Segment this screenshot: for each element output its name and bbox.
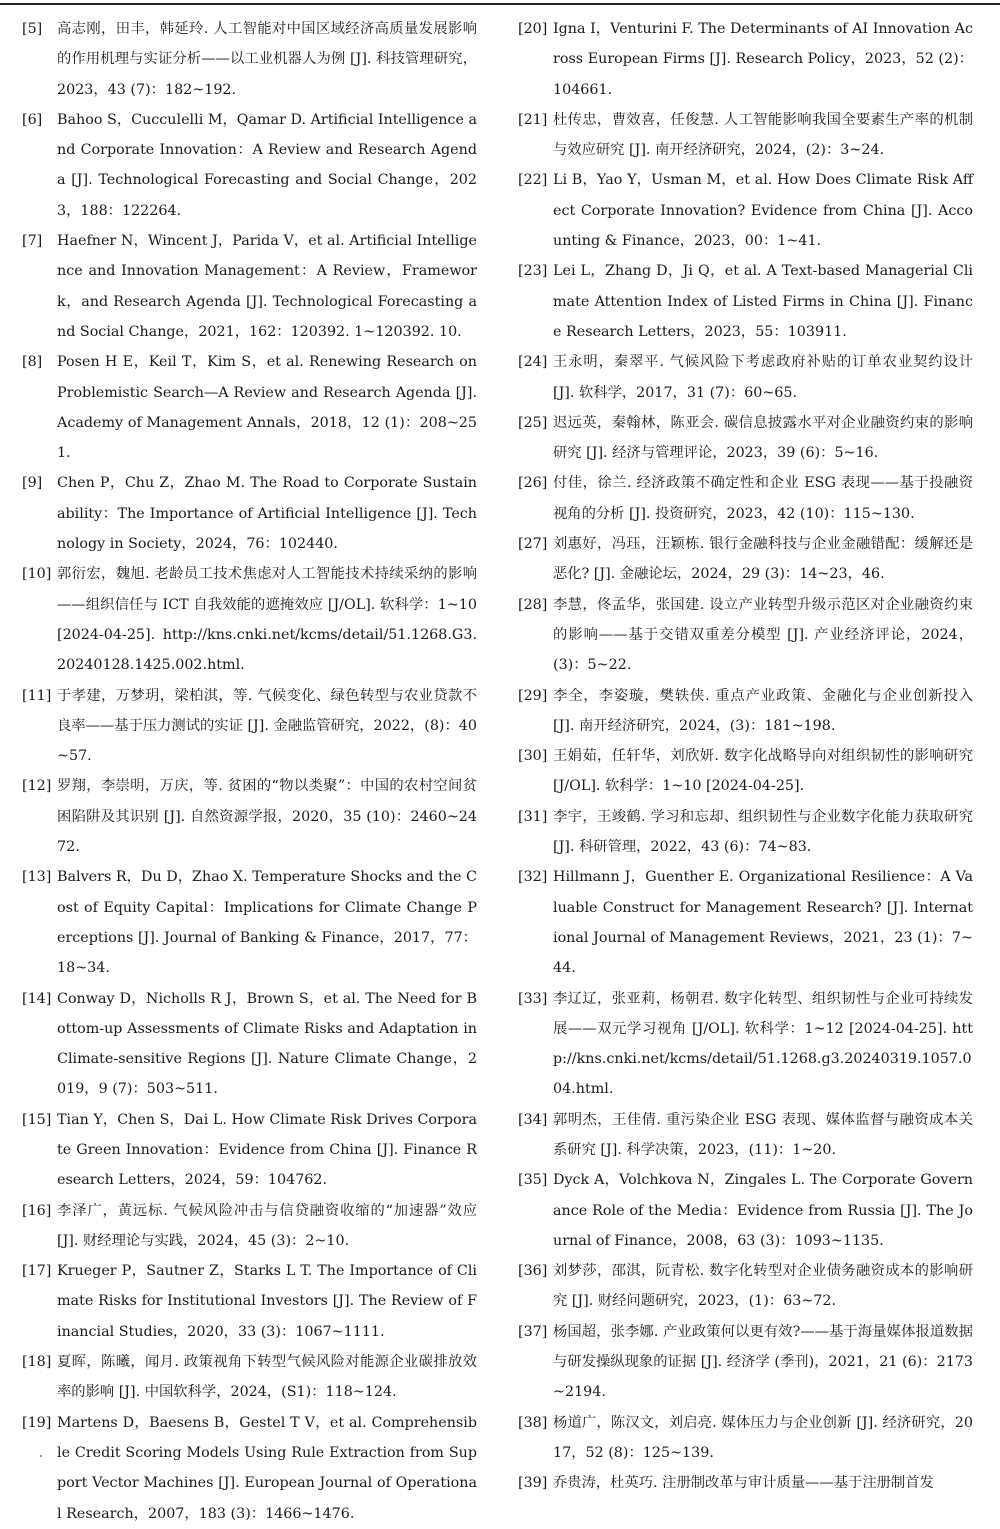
reference-number: [37] [518,1323,548,1340]
reference-text: Balvers R，Du D，Zhao X. Temperature Shocks and the Cost of Equity Capital：Implications for Climate Change Perceptions [J]. Journal of Banking & Finance，2017，77：18~34. [57,869,477,977]
reference-number: [30] [518,748,548,765]
reference-number: [32] [518,869,548,886]
reference-text: 罗翔，李崇明，万庆，等. 贫困的“物以类聚”：中国的农村空间贫困陷阱及其识别 [J]. 自然资源学报，2020，35 (10)：2460~2472. [57,778,477,856]
references-column-right [518,14,973,1499]
reference-entry [518,802,973,863]
reference-entry [518,862,973,983]
reference-text: Hillmann J，Guenther E. Organizational Resilience：A Valuable Construct for Management Research? [J]. International Journal of Management Reviews，2021，23 (1)：7~44. [553,869,973,977]
reference-entry [518,590,973,681]
reference-text: 李辽辽，张亚莉，杨朝君. 数字化转型、组织韧性与企业可持续发展——双元学习视角 [J/OL]. 软科学：1~12 [2024-04-25]. http://kns.cnki.net/kcms/detail/51.1268.g3.20240319.1057.004.html. [553,990,973,1098]
reference-number: [20] [518,21,548,37]
reference-text: 于孝建，万梦玥，梁柏淇，等. 气候变化、绿色转型与农业贷款不良率——基于压力测试的实证 [J]. 金融监管研究，2022，(8)：40~57. [57,687,477,765]
reference-text: 付佳，徐兰. 经济政策不确定性和企业 ESG 表现——基于投融资视角的分析 [J]. 投资研究，2023，42 (10)：115~130. [553,475,973,522]
reference-text: Conway D，Nicholls R J，Brown S，et al. The Need for Bottom-up Assessments of Climate Risks and Adaptation in Climate-sensitive Regions [J]. Nature Climate Change，2019，9 (7)：503~511. [57,990,477,1098]
top-rule [0,3,1000,5]
reference-entry [22,559,477,680]
reference-entry [22,14,477,105]
reference-number: [23] [518,263,548,280]
reference-number: [25] [518,414,548,431]
reference-text: 王永明，秦翠平. 气候风险下考虑政府补贴的订单农业契约设计 [J]. 软科学，2017，31 (7)：60~65. [553,354,973,401]
reference-number: [12] [22,778,52,795]
reference-entry [518,468,973,529]
reference-text: 夏晖，陈曦，闻月. 政策视角下转型气候风险对能源企业碳排放效率的影响 [J]. 中国软科学，2024，(S1)：118~124. [57,1354,477,1401]
reference-entry [518,408,973,469]
reference-text: 乔贵涛，杜英巧. 注册制改革与审计质量——基于注册制首发 [553,1475,934,1492]
reference-number: [9] [22,475,43,492]
reference-number: [8] [22,354,43,371]
reference-number: [24] [518,354,548,371]
reference-text: 李泽广，黄远标. 气候风险冲击与信贷融资收缩的“加速器”效应 [J]. 财经理论与实践，2024，45 (3)：2~10. [57,1202,477,1249]
reference-entry [22,862,477,983]
reference-text: Krueger P，Sautner Z，Starks L T. The Importance of Climate Risks for Institutional Investors [J]. The Review of Financial Studies，2020，33 (3)：1067~1111. [57,1263,477,1340]
reference-text: 杜传忠，曹效喜，任俊慧. 人工智能影响我国全要素生产率的机制与效应研究 [J]. 南开经济研究，2024，(2)：3~24. [553,111,973,159]
reference-entry [518,984,973,1105]
reference-entry [518,347,973,408]
reference-number: [15] [22,1111,52,1128]
reference-number: [14] [22,990,52,1007]
reference-entry [22,468,477,559]
reference-text: 刘梦莎，邵淇，阮青松. 数字化转型对企业债务融资成本的影响研究 [J]. 财经问题研究，2023，(1)：63~72. [553,1263,973,1310]
reference-text: 郭衍宏，魏旭. 老龄员工技术焦虑对人工智能技术持续采纳的影响——组织信任与 ICT 自我效能的遮掩效应 [J/OL]. 软科学：1~10 [2024-04-25]. http://kns.cnki.net/kcms/detail/51.1268.G3.20240128.1425.002.html. [57,566,477,674]
reference-entry [22,226,477,347]
reference-text: Chen P，Chu Z，Zhao M. The Road to Corporate Sustainability：The Importance of Artificial Intelligence [J]. Technology in Society，2024，76：102440. [57,475,477,553]
reference-number: [16] [22,1202,52,1219]
reference-number: [36] [518,1263,548,1280]
reference-entry [518,1317,973,1408]
reference-entry [22,984,477,1105]
reference-text: 迟远英，秦翰林，陈亚会. 碳信息披露水平对企业融资约束的影响研究 [J]. 经济与管理评论，2023，39 (6)：5~16. [553,414,973,462]
reference-entry [518,1468,973,1498]
reference-entry [22,105,477,226]
page-speck [40,1455,42,1457]
reference-number: [35] [518,1172,548,1189]
reference-entry [518,1165,973,1256]
reference-entry [22,681,477,772]
reference-entry [518,14,973,105]
reference-entry [22,771,477,862]
reference-number: [7] [22,233,43,250]
reference-number: [29] [518,687,548,704]
reference-number: [28] [518,596,548,613]
reference-number: [17] [22,1263,52,1280]
reference-text: 高志刚，田丰，韩延玲. 人工智能对中国区域经济高质量发展影响的作用机理与实证分析——以工业机器人为例 [J]. 科技管理研究，2023，43 (7)：182~192. [57,21,477,98]
reference-number: [31] [518,808,548,825]
reference-entry [518,165,973,256]
reference-text: 李慧，佟孟华，张国建. 设立产业转型升级示范区对企业融资约束的影响——基于交错双重差分模型 [J]. 产业经济评论，2024，(3)：5~22. [553,596,973,674]
reference-text: 杨国超，张李娜. 产业政策何以更有效?——基于海量媒体报道数据与研发操纵现象的证据 [J]. 经济学 (季刊)，2021，21 (6)：2173~2194. [553,1323,973,1401]
reference-entry [518,681,973,742]
reference-entry [518,1105,973,1166]
references-column-left [22,14,477,1529]
reference-entry [518,1256,973,1317]
reference-entry [22,1408,477,1529]
reference-text: 刘惠好，冯珏，汪颖栋. 银行金融科技与企业金融错配：缓解还是恶化? [J]. 金融论坛，2024，29 (3)：14~23，46. [553,536,973,583]
reference-text: Igna I，Venturini F. The Determinants of AI Innovation Across European Firms [J]. Research Policy，2023，52 (2)：104661. [553,21,973,98]
reference-text: Tian Y，Chen S，Dai L. How Climate Risk Drives Corporate Green Innovation：Evidence from China [J]. Finance Research Letters，2024，59：104762. [57,1111,477,1189]
reference-number: [11] [22,687,52,704]
reference-entry [22,1256,477,1347]
reference-number: [26] [518,475,548,492]
reference-entry [22,1196,477,1257]
reference-entry [518,741,973,802]
reference-number: [39] [518,1475,548,1492]
reference-entry [22,1347,477,1408]
reference-number: [27] [518,536,548,553]
reference-number: [34] [518,1111,548,1128]
reference-text: 郭明杰，王佳倩. 重污染企业 ESG 表现、媒体监督与融资成本关系研究 [J]. 科学决策，2023，(11)：1~20. [553,1111,973,1158]
reference-text: Haefner N，Wincent J，Parida V，et al. Artificial Intelligence and Innovation Management：A Review，Framework，and Research Agenda [J]. Technological Forecasting and Social Change，2021，162：120392. 1~120392. 10. [57,233,477,340]
reference-entry [22,347,477,468]
reference-text: 杨道广，陈汉文，刘启亮. 媒体压力与企业创新 [J]. 经济研究，2017，52 (8)：125~139. [553,1414,973,1461]
reference-text: 李全，李姿璇，樊轶侠. 重点产业政策、金融化与企业创新投入 [J]. 南开经济研究，2024，(3)：181~198. [553,687,973,734]
reference-text: Martens D，Baesens B，Gestel T V，et al. Comprehensible Credit Scoring Models Using Rule Extraction from Support Vector Machines [J]. European Journal of Operational Research，2007，183 (3)：1466~1476. [57,1414,477,1522]
reference-entry [518,529,973,590]
reference-text: Posen H E，Keil T，Kim S，et al. Renewing Research on Problemistic Search—A Review and Research Agenda [J]. Academy of Management Annals，2018，12 (1)：208~251. [57,354,477,462]
reference-number: [19] [22,1414,52,1431]
reference-number: [13] [22,869,52,886]
reference-number: [18] [22,1354,52,1371]
reference-entry [518,105,973,166]
reference-number: [21] [518,111,548,128]
reference-number: [22] [518,172,548,189]
reference-text: Bahoo S，Cucculelli M，Qamar D. Artificial Intelligence and Corporate Innovation：A Review and Research Agenda [J]. Technological Forecasting and Social Change，2023，188：122264. [57,111,477,219]
reference-number: [5] [22,21,43,37]
reference-text: Lei L，Zhang D，Ji Q，et al. A Text-based Managerial Climate Attention Index of Listed Firms in China [J]. Finance Research Letters，2023，55：103911. [553,263,973,340]
reference-text: 李宇，王竣鹤. 学习和忘却、组织韧性与企业数字化能力获取研究 [J]. 科研管理，2022，43 (6)：74~83. [553,808,973,856]
reference-text: Li B，Yao Y，Usman M，et al. How Does Climate Risk Affect Corporate Innovation? Evidence from China [J]. Accounting & Finance，2023，00：1~41. [553,172,973,250]
reference-number: [6] [22,111,43,128]
reference-entry [518,1408,973,1469]
reference-number: [38] [518,1414,548,1431]
reference-number: [10] [22,566,52,583]
reference-text: Dyck A，Volchkova N，Zingales L. The Corporate Governance Role of the Media：Evidence from Russia [J]. The Journal of Finance，2008，63 (3)：1093~1135. [553,1172,973,1249]
reference-entry [518,256,973,347]
reference-number: [33] [518,990,548,1007]
reference-entry [22,1105,477,1196]
reference-text: 王娟茹，任轩华，刘欣妍. 数字化战略导向对组织韧性的影响研究 [J/OL]. 软科学：1~10 [2024-04-25]. [553,748,973,795]
